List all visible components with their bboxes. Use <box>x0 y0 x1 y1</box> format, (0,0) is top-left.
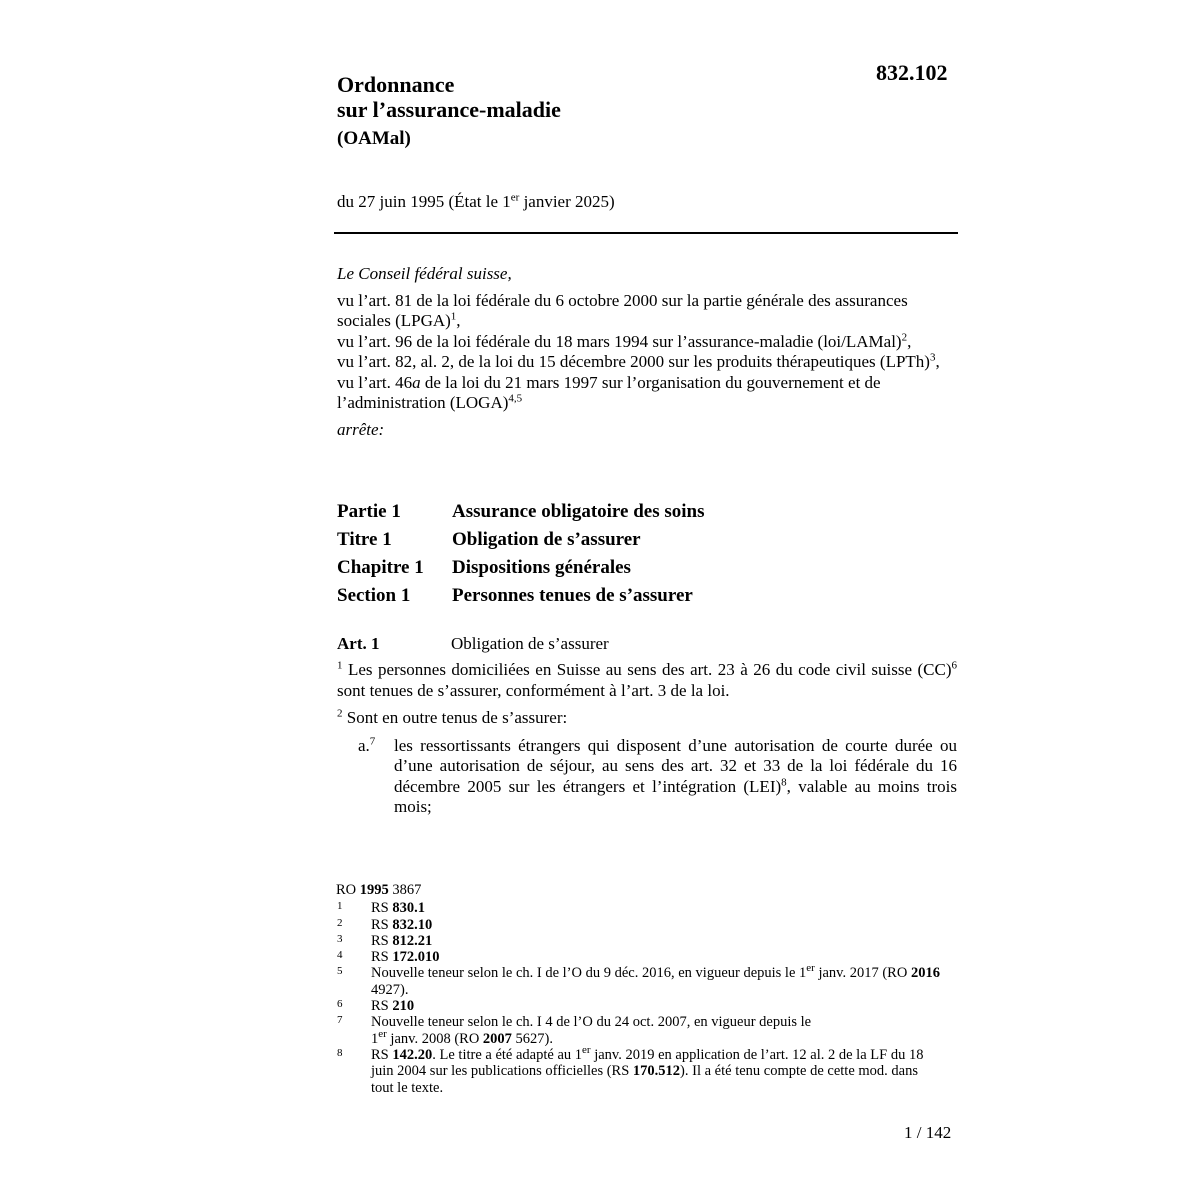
date-suffix: janvier 2025) <box>519 192 615 211</box>
document-title <box>337 72 561 122</box>
preamble-visa-3: vu l’art. 82, al. 2, de la loi du 15 décembre 2000 sur les produits thérapeutiques (LPTh)$^3$, <box>337 351 940 371</box>
heading-titre: Titre 1 Obligation de s’assurer <box>337 529 641 550</box>
page-number: 1 / 142 <box>904 1123 952 1142</box>
footnotes <box>336 882 941 1096</box>
footnote-3: 3 RS 812.21 <box>337 932 433 949</box>
heading-partie: Partie 1 Assurance obligatoire des soins <box>337 501 705 522</box>
footnote-ref-2[interactable]: 2 <box>901 330 908 343</box>
footnote-ref-6[interactable]: 6 <box>951 659 957 672</box>
preamble <box>337 264 957 440</box>
footnote-7: 7 Nouvelle teneur selon le ch. I 4 de l’O du 24 oct. 2007, en vigueur depuis le 1er janv. 2008 (RO 2007 5627). <box>337 1014 812 1047</box>
footnote-8: 8 RS 142.20. Le titre a été adapté au 1er janv. 2019 en application de l’art. 12 al. 2 de la LF du 18 juin 2004 sur les publications officielles (RS 170.512). Il a été tenu compte de cette mod. dans tout le texte. <box>337 1044 924 1096</box>
footnote-1: 1 RS 830.1 <box>337 900 425 917</box>
footnote-4: 4 RS 172.010 <box>337 949 440 966</box>
article-number: Art. 1 <box>337 634 380 653</box>
title-line-2: sur l’assurance-maladie <box>337 97 561 122</box>
date-prefix: du 27 juin 1995 (État le 1 <box>337 192 511 211</box>
heading-section: Section 1 Personnes tenues de s’assurer <box>337 585 693 606</box>
article-heading <box>337 634 957 660</box>
header-divider <box>334 232 958 234</box>
heading-chapitre: Chapitre 1 Dispositions générales <box>337 557 631 578</box>
source-reference: RO 1995 3867 <box>336 882 422 898</box>
article-paragraph-1: $^1$ Les personnes domiciliées en Suisse au sens des art. 23 à 26 du code civil suisse (CC)$^6$ sont tenues de s’assurer, conformément à l’art. 3 de la loi. <box>337 659 957 700</box>
preamble-decision: arrête: <box>337 419 385 439</box>
footnote-ref-7[interactable]: 7 <box>369 734 376 747</box>
footnote-5: 5 Nouvelle teneur selon le ch. I de l’O du 9 déc. 2016, en vigueur depuis le 1er janv. 2017 (RO 2016 4927). <box>337 962 940 998</box>
preamble-authority: Le Conseil fédéral suisse, <box>337 264 512 283</box>
footnote-ref-4-5[interactable]: 4,5 <box>508 392 523 405</box>
footnote-ref-3[interactable]: 3 <box>929 351 936 364</box>
article-paragraph-2: $^2$ Sont en outre tenus de s’assurer: <box>337 707 568 727</box>
document-abbreviation: (OAMal) <box>337 128 411 149</box>
preamble-visa-4: vu l’art. 46a de la loi du 21 mars 1997 sur l’organisation du gouvernement et de l’administration (LOGA)$^{4,5}$ <box>337 372 881 412</box>
list-item-label: a.$^7$ <box>358 734 376 755</box>
article-title: Obligation de s’assurer <box>451 634 609 653</box>
footnote-ref-1[interactable]: 1 <box>450 310 457 323</box>
article-list-item-a: a.$^7$ les ressortissants étrangers qui disposent d’une autorisation de courte durée ou d’une autorisation de séjour, au sens des art. 32 et 33 de la loi fédérale du 16 décembre 2005 sur les étrangers et l’intégration (LEI)$^8$, valable au moins trois mois; <box>358 734 958 816</box>
footnote-6: 6 RS 210 <box>337 998 415 1015</box>
title-line-1: Ordonnance <box>337 72 455 97</box>
preamble-visa-2: vu l’art. 96 de la loi fédérale du 18 mars 1994 sur l’assurance-maladie (loi/LAMal)$^2$, <box>337 330 912 351</box>
date-superscript: er <box>510 191 520 204</box>
footnote-ref-8[interactable]: 8 <box>781 775 787 788</box>
sr-number: 832.102 <box>876 60 948 85</box>
structure-headings <box>337 499 704 611</box>
preamble-visa-1: vu l’art. 81 de la loi fédérale du 6 octobre 2000 sur la partie générale des assurances sociales (LPGA)$^1$, <box>337 290 908 330</box>
article-1 <box>337 634 957 818</box>
document-date <box>337 192 615 212</box>
footnote-2: 2 RS 832.10 <box>337 916 433 933</box>
